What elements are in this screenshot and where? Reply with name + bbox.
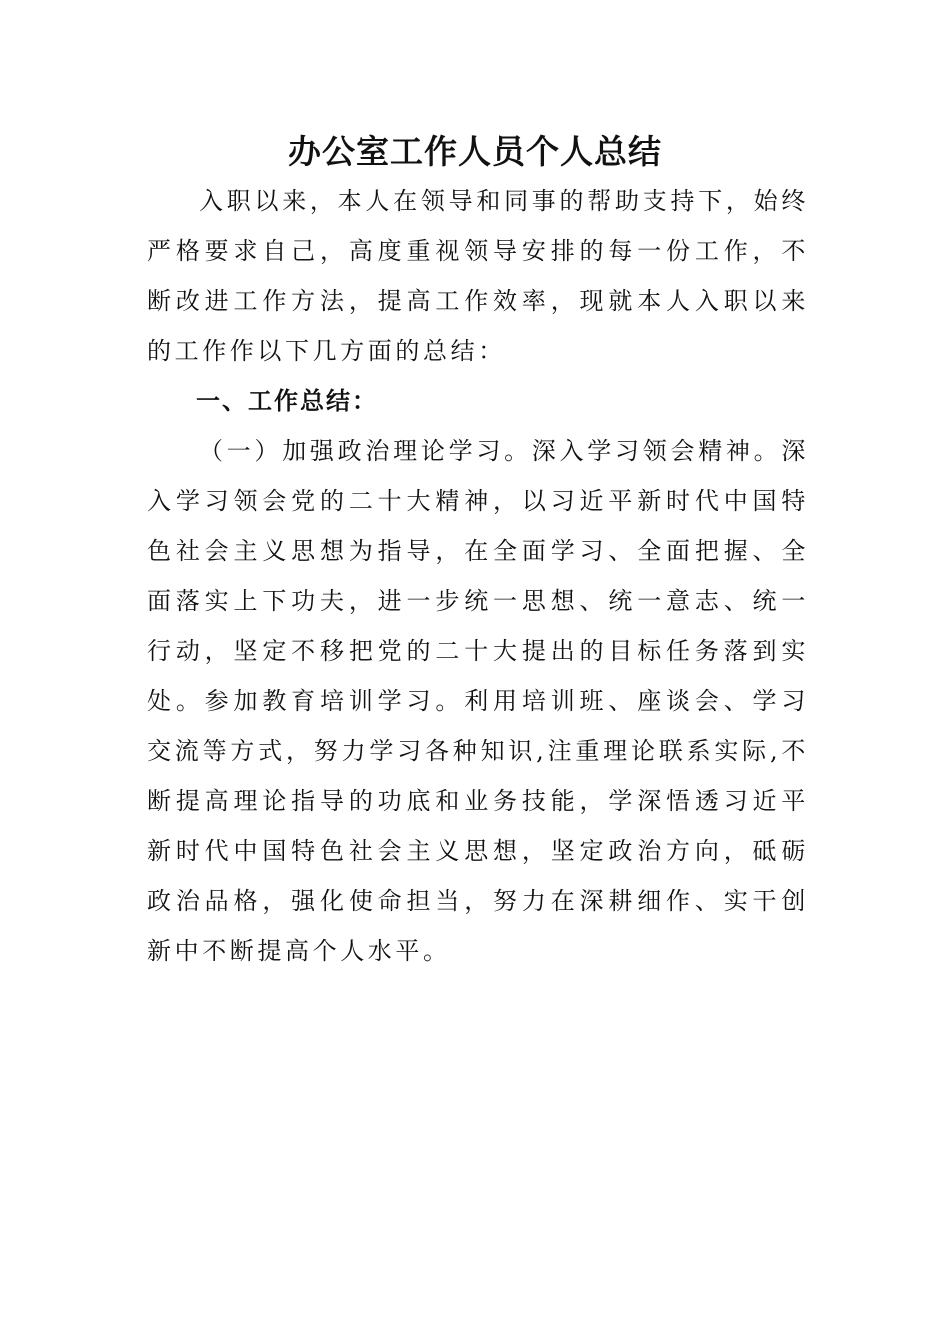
section-heading: 一、工作总结： [196, 387, 378, 415]
intro-paragraph: 入职以来，本人在领导和同事的帮助支持下，始终严格要求自己，高度重视领导安排的每一份工作，不断改进工作方法，提高工作效率，现就本人入职以来的工作作以下几方面的总结： [147, 187, 809, 365]
document-title: 办公室工作人员个人总结 [288, 132, 662, 171]
section-paragraph: （一）加强政治理论学习。深入学习领会精神。深入学习领会党的二十大精神，以习近平新时代中国特色社会主义思想为指导，在全面学习、全面把握、全面落实上下功夫，进一步统一思想、统一意志、统一行动，坚定不移把党的二十大提出的目标任务落到实处。参加教育培训学习。利用培训班、座谈会、学习交流等方式，努力学习各种知识,注重理论联系实际,不断提高理论指导的功底和业务技能，学深悟透习近平新时代中国特色社会主义思想，坚定政治方向，砥砺政治品格，强化使命担当，努力在深耕细作、实干创新中不断提高个人水平。 [147, 437, 809, 965]
